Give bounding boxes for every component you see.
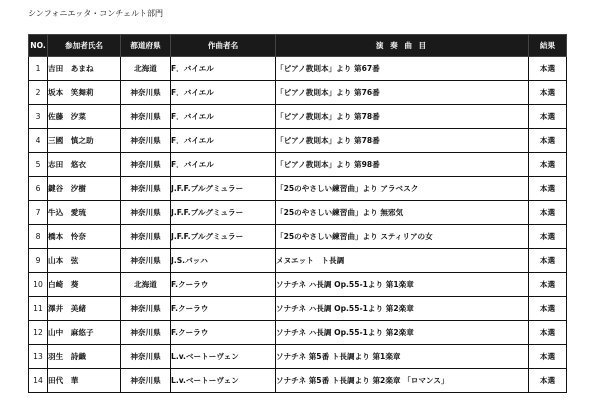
cell-participant-name: 三國 慎之助: [48, 129, 121, 153]
cell-prefecture: 神奈川県: [121, 345, 171, 369]
page-title: シンフォニエッタ・コンチェルト部門: [28, 9, 163, 18]
cell-piece: ソナチネ ハ長調 Op.55-1より 第2楽章: [276, 321, 529, 345]
table-row: [29, 249, 567, 273]
cell-result: 本選: [529, 201, 567, 225]
table-row: [29, 153, 567, 177]
cell-composer: L.v.ベートーヴェン: [171, 345, 276, 369]
cell-piece: 「ピアノ教則本」より 第78番: [276, 129, 529, 153]
cell-participant-name: 山本 弦: [48, 249, 121, 273]
table-header-row: [29, 35, 567, 57]
cell-composer: L.v.ベートーヴェン: [171, 369, 276, 393]
results-body: [29, 57, 567, 393]
cell-no: 6: [29, 177, 48, 201]
cell-result: 本選: [529, 225, 567, 249]
cell-no: 1: [29, 57, 48, 81]
cell-result: 本選: [529, 297, 567, 321]
cell-result: 本選: [529, 177, 567, 201]
cell-composer: F.クーラウ: [171, 273, 276, 297]
cell-result: 本選: [529, 249, 567, 273]
cell-participant-name: 吉田 あまね: [48, 57, 121, 81]
table-row: [29, 297, 567, 321]
cell-no: 5: [29, 153, 48, 177]
cell-prefecture: 神奈川県: [121, 129, 171, 153]
table-row: [29, 81, 567, 105]
cell-piece: 「25のやさしい練習曲」より 無邪気: [276, 201, 529, 225]
cell-participant-name: 白崎 葵: [48, 273, 121, 297]
cell-participant-name: 田代 華: [48, 369, 121, 393]
header-no: NO.: [29, 35, 48, 57]
cell-piece: 「ピアノ教則本」より 第78番: [276, 105, 529, 129]
cell-piece: ソナチネ 第5番 ト長調より 第2楽章 「ロマンス」: [276, 369, 529, 393]
cell-no: 8: [29, 225, 48, 249]
cell-participant-name: 橋本 怜奈: [48, 225, 121, 249]
cell-piece: メヌエット ト長調: [276, 249, 529, 273]
cell-piece: ソナチネ ハ長調 Op.55-1より 第2楽章: [276, 297, 529, 321]
cell-prefecture: 神奈川県: [121, 177, 171, 201]
cell-result: 本選: [529, 105, 567, 129]
cell-composer: F．バイエル: [171, 57, 276, 81]
cell-prefecture: 神奈川県: [121, 81, 171, 105]
table-row: [29, 273, 567, 297]
cell-prefecture: 神奈川県: [121, 225, 171, 249]
cell-result: 本選: [529, 369, 567, 393]
cell-result: 本選: [529, 57, 567, 81]
cell-composer: F.クーラウ: [171, 321, 276, 345]
results-table: [28, 34, 567, 393]
cell-piece: 「25のやさしい練習曲」より スティリアの女: [276, 225, 529, 249]
cell-composer: F．バイエル: [171, 105, 276, 129]
cell-participant-name: 牛込 愛琉: [48, 201, 121, 225]
cell-composer: J.F.F.ブルグミュラー: [171, 177, 276, 201]
cell-prefecture: 神奈川県: [121, 105, 171, 129]
cell-no: 2: [29, 81, 48, 105]
cell-no: 11: [29, 297, 48, 321]
cell-result: 本選: [529, 129, 567, 153]
cell-prefecture: 神奈川県: [121, 249, 171, 273]
cell-participant-name: 坂本 笑舞莉: [48, 81, 121, 105]
table-row: [29, 57, 567, 81]
cell-participant-name: 山中 麻悠子: [48, 321, 121, 345]
table-row: [29, 201, 567, 225]
header-piece: 演 奏 曲 目: [276, 35, 529, 57]
cell-no: 14: [29, 369, 48, 393]
cell-composer: J.F.F.ブルグミュラー: [171, 225, 276, 249]
header-result: 結果: [529, 35, 567, 57]
cell-composer: F．バイエル: [171, 153, 276, 177]
table-row: [29, 369, 567, 393]
cell-piece: ソナチネ 第5番 ト長調より 第1楽章: [276, 345, 529, 369]
table-row: [29, 129, 567, 153]
cell-result: 本選: [529, 345, 567, 369]
cell-prefecture: 神奈川県: [121, 297, 171, 321]
cell-piece: 「ピアノ教則本」より 第98番: [276, 153, 529, 177]
cell-prefecture: 北海道: [121, 273, 171, 297]
header-participant-name: 参加者氏名: [48, 35, 121, 57]
cell-prefecture: 神奈川県: [121, 153, 171, 177]
cell-piece: ソナチネ ハ長調 Op.55-1より 第1楽章: [276, 273, 529, 297]
cell-piece: 「25のやさしい練習曲」より アラベスク: [276, 177, 529, 201]
cell-prefecture: 神奈川県: [121, 321, 171, 345]
header-composer: 作曲者名: [171, 35, 276, 57]
table-row: [29, 225, 567, 249]
cell-result: 本選: [529, 81, 567, 105]
cell-result: 本選: [529, 321, 567, 345]
cell-no: 7: [29, 201, 48, 225]
cell-participant-name: 羽生 詩織: [48, 345, 121, 369]
cell-prefecture: 神奈川県: [121, 201, 171, 225]
cell-no: 13: [29, 345, 48, 369]
cell-participant-name: 志田 悠衣: [48, 153, 121, 177]
cell-composer: J.S.バッハ: [171, 249, 276, 273]
cell-composer: F．バイエル: [171, 81, 276, 105]
cell-composer: J.F.F.ブルグミュラー: [171, 201, 276, 225]
header-prefecture: 都道府県: [121, 35, 171, 57]
table-row: [29, 177, 567, 201]
cell-piece: 「ピアノ教則本」より 第76番: [276, 81, 529, 105]
cell-no: 9: [29, 249, 48, 273]
cell-participant-name: 佐藤 汐菜: [48, 105, 121, 129]
cell-composer: F．バイエル: [171, 129, 276, 153]
table-row: [29, 105, 567, 129]
table-row: [29, 345, 567, 369]
cell-no: 12: [29, 321, 48, 345]
cell-result: 本選: [529, 273, 567, 297]
cell-piece: 「ピアノ教則本」より 第67番: [276, 57, 529, 81]
cell-no: 4: [29, 129, 48, 153]
cell-composer: F.クーラウ: [171, 297, 276, 321]
cell-prefecture: 北海道: [121, 57, 171, 81]
cell-no: 3: [29, 105, 48, 129]
cell-prefecture: 神奈川県: [121, 369, 171, 393]
cell-no: 10: [29, 273, 48, 297]
table-row: [29, 321, 567, 345]
cell-participant-name: 鍵谷 汐樹: [48, 177, 121, 201]
cell-result: 本選: [529, 153, 567, 177]
cell-participant-name: 澤井 美緒: [48, 297, 121, 321]
